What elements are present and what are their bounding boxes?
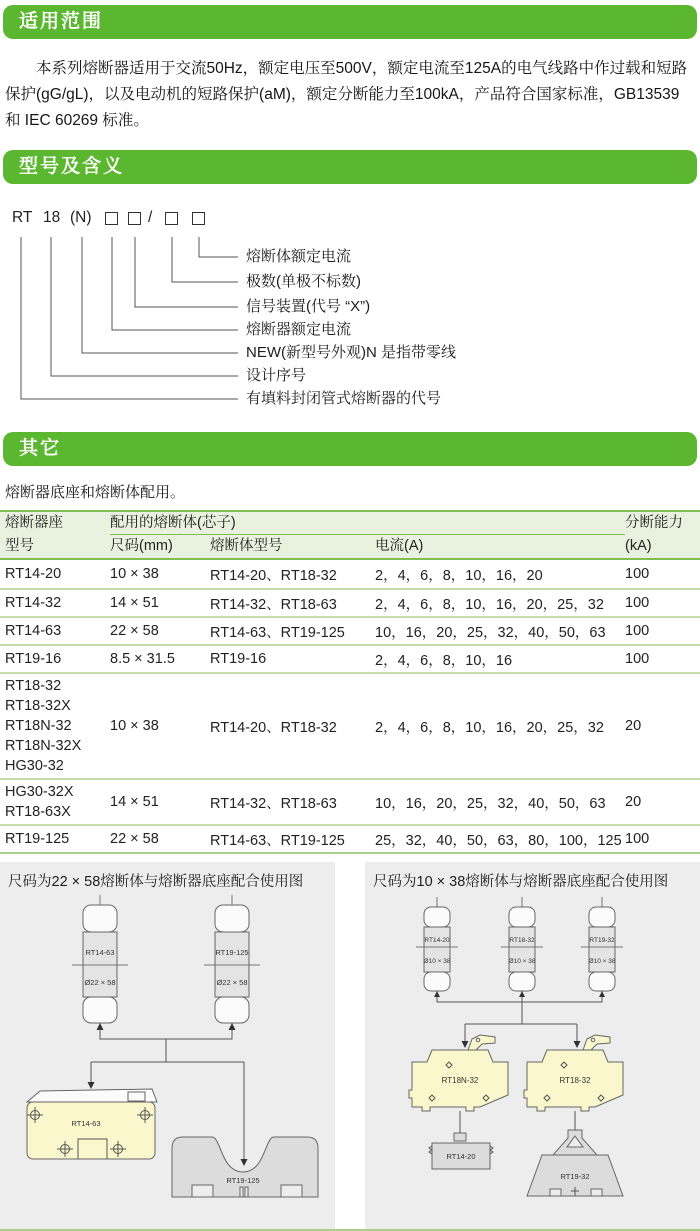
fuse-size-label: Ø22 × 58 xyxy=(216,978,248,987)
connector-lines xyxy=(437,997,602,1048)
model-name: RT18N-32X xyxy=(5,738,82,754)
scope-paragraph: 本系列熔断器适用于交流50Hz，额定电压至500V，额定电流至125A的电气线路中作过载和短路保护(gG/gL)，以及电动机的短路保护(aM)，额定分断能力至100kA，产品符合国家标准，GB13539 和 IEC 60269 标准。 xyxy=(5,60,688,129)
cell-size: 22 × 58 xyxy=(110,831,159,847)
base-model-label: RT14-20 xyxy=(446,1152,476,1161)
cell-current: 10，16，20，25，32，40，50，63 xyxy=(375,624,606,641)
cell-model xyxy=(5,621,110,641)
cell-ka: 20 xyxy=(625,794,642,810)
model-box xyxy=(128,212,141,225)
cell-size: 22 × 58 xyxy=(110,623,159,639)
cell-ka: 100 xyxy=(625,623,650,639)
diagram-panel-10x38 xyxy=(365,862,700,1229)
panel-caption: 尺码为10 × 38熔断体与熔断器底座配合使用图 xyxy=(373,874,669,890)
compatibility-table xyxy=(0,510,700,854)
cell-ka: 20 xyxy=(625,718,642,734)
model-label: NEW(新型号外观)N 是指带零线 xyxy=(246,344,456,361)
model-name: RT14-63 xyxy=(5,623,62,639)
model-name: RT18-63X xyxy=(5,804,71,820)
fuse-cylinder xyxy=(501,897,543,999)
holder-model-label: RT18N-32 xyxy=(441,1076,479,1085)
cell-model xyxy=(5,829,110,849)
cell-current: 2，4，6，8，10，16，20，25，32 xyxy=(375,719,604,736)
cell-model xyxy=(5,782,110,822)
table-header xyxy=(0,512,700,560)
cell-model xyxy=(5,676,110,776)
fuse-base-yellow xyxy=(27,1089,157,1159)
cell-size: 10 × 38 xyxy=(110,566,159,582)
table-row xyxy=(0,588,700,616)
cell-ka: 100 xyxy=(625,831,650,847)
cell-model xyxy=(5,564,110,584)
fuse-base-gray xyxy=(172,1137,318,1197)
fuse-size-label: Ø22 × 58 xyxy=(84,978,116,987)
cell-current: 2，4，6，8，10，16 xyxy=(375,652,513,669)
model-token-rt: RT xyxy=(12,209,33,226)
model-label: 设计序号 xyxy=(246,367,307,384)
fuse-size-label: Ø10 × 38 xyxy=(508,958,536,965)
diagram-22x58 xyxy=(0,887,335,1229)
holder-model-label: RT18-32 xyxy=(559,1076,591,1085)
model-name: RT18-32 xyxy=(5,678,62,694)
model-token-slash: / xyxy=(148,209,153,226)
fuse-model-label: RT19-32 xyxy=(589,937,615,944)
usage-diagrams xyxy=(0,862,700,1229)
cell-fuse: RT14-32、RT18-63 xyxy=(210,795,337,812)
cell-fuse: RT14-63、RT19-125 xyxy=(210,624,345,641)
model-box xyxy=(192,212,205,225)
model-name: RT14-20 xyxy=(5,566,62,582)
fuse-model-label: RT14-20 xyxy=(424,937,450,944)
cell-size: 8.5 × 31.5 xyxy=(110,651,175,667)
base-model-label: RT19-32 xyxy=(560,1172,590,1181)
table-row xyxy=(0,616,700,644)
fuse-cylinder xyxy=(416,897,458,999)
cell-fuse: RT19-16 xyxy=(210,651,267,667)
table-row xyxy=(0,672,700,778)
header-current: 电流(A) xyxy=(375,538,424,554)
section-header-other: 其它 xyxy=(3,432,697,466)
fuse-cylinder xyxy=(204,895,260,1037)
table-intro: 熔断器底座和熔断体配用。 xyxy=(5,484,186,501)
cell-fuse: RT14-20、RT18-32 xyxy=(210,719,337,736)
fuse-model-label: RT18-32 xyxy=(509,937,535,944)
fuse-holder xyxy=(524,1035,623,1111)
diagram-10x38 xyxy=(365,887,700,1229)
cell-size: 14 × 51 xyxy=(110,794,159,810)
section-header-model: 型号及含义 xyxy=(3,150,697,184)
model-box xyxy=(105,212,118,225)
section-header-scope: 适用范围 xyxy=(3,5,697,39)
header-group: 配用的熔断体(芯子) xyxy=(110,512,625,535)
cell-ka: 100 xyxy=(625,651,650,667)
fuse-base-trapezoid xyxy=(527,1111,623,1196)
cell-current: 2，4，6，8，10，16，20，25，32 xyxy=(375,596,604,613)
header-breaking: 分断能力 xyxy=(625,515,683,531)
cell-size: 10 × 38 xyxy=(110,718,159,734)
model-name: RT19-16 xyxy=(5,651,62,667)
model-label: 有填料封闭管式熔断器的代号 xyxy=(246,390,442,407)
table-row xyxy=(0,644,700,672)
cell-fuse: RT14-32、RT18-63 xyxy=(210,596,337,613)
model-token-18: 18 xyxy=(43,209,61,226)
model-name: RT18-32X xyxy=(5,698,71,714)
cell-size: 14 × 51 xyxy=(110,595,159,611)
fuse-model-label: RT19-125 xyxy=(215,948,249,957)
model-name: HG30-32X xyxy=(5,784,74,800)
model-code-diagram xyxy=(6,199,700,417)
model-label: 熔断器额定电流 xyxy=(246,321,352,338)
fuse-holder xyxy=(409,1035,508,1111)
fuse-cylinder xyxy=(72,895,128,1037)
cell-fuse: RT14-20、RT18-32 xyxy=(210,567,337,584)
cell-model xyxy=(5,593,110,613)
model-box xyxy=(165,212,178,225)
fuse-model-label: RT14-63 xyxy=(85,948,115,957)
table-row xyxy=(0,824,700,852)
model-label: 熔断体额定电流 xyxy=(246,248,352,265)
cell-model xyxy=(5,649,110,669)
panel-caption: 尺码为22 × 58熔断体与熔断器底座配合使用图 xyxy=(8,874,304,890)
fuse-size-label: Ø10 × 38 xyxy=(588,958,616,965)
base-model-label: RT14-63 xyxy=(71,1119,101,1128)
model-label: 信号装置(代号 “X”) xyxy=(246,298,371,315)
header-ka: (kA) xyxy=(625,538,652,554)
header-fuse: 熔断体型号 xyxy=(210,538,283,554)
cell-current: 2，4，6，8，10，16，20 xyxy=(375,567,543,584)
fuse-cylinder xyxy=(581,897,623,999)
header-model: 型号 xyxy=(5,538,34,554)
cell-ka: 100 xyxy=(625,566,650,582)
header-base: 熔断器座 xyxy=(5,515,63,531)
cell-fuse: RT14-63、RT19-125 xyxy=(210,832,345,849)
base-model-label: RT19-125 xyxy=(226,1176,260,1185)
model-label: 极数(单极不标数) xyxy=(246,273,361,290)
header-size: 尺码(mm) xyxy=(110,538,173,554)
diagram-panel-22x58 xyxy=(0,862,335,1229)
cell-ka: 100 xyxy=(625,595,650,611)
fuse-size-label: Ø10 × 38 xyxy=(423,958,451,965)
table-row xyxy=(0,560,700,588)
model-token-n: (N) xyxy=(70,209,92,226)
model-name: RT19-125 xyxy=(5,831,70,847)
model-name: HG30-32 xyxy=(5,758,64,774)
model-name: RT18N-32 xyxy=(5,718,72,734)
cell-current: 25，32，40，50，63，80，100，125 xyxy=(375,832,622,849)
model-name: RT14-32 xyxy=(5,595,62,611)
table-row xyxy=(0,778,700,824)
fuse-base-small xyxy=(429,1111,493,1169)
cell-current: 10，16，20，25，32，40，50，63 xyxy=(375,795,606,812)
